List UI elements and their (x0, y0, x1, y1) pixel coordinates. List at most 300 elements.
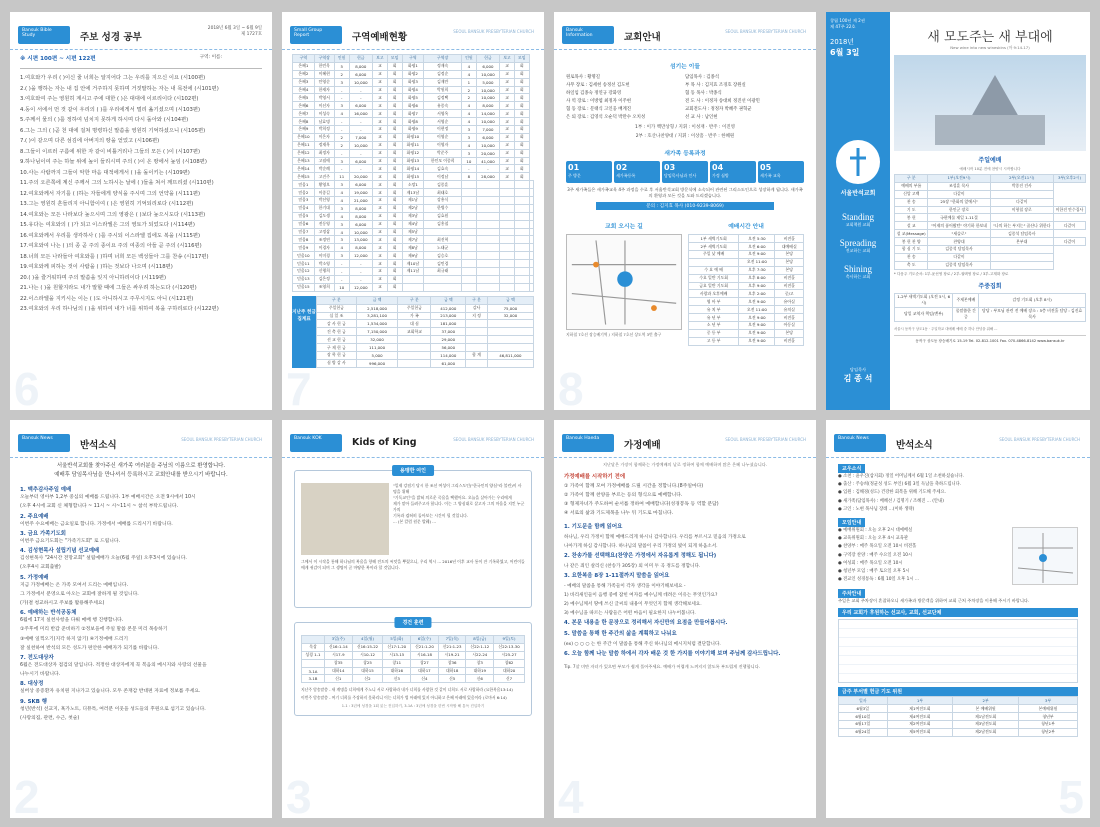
table-cell: 믿음3 (293, 197, 315, 205)
table-cell: 김정택 (424, 94, 462, 102)
table-cell: 다같이 (990, 198, 1053, 206)
table-cell: 금요 일반 기도회 (689, 282, 739, 290)
table-cell: 교 (372, 118, 387, 126)
schedule-table (688, 234, 804, 345)
table-cell: 은혜6 (293, 102, 315, 110)
table-cell: 청년부 (1018, 713, 1077, 721)
table-cell: 신6 (466, 675, 494, 683)
table-cell: 이은자 (314, 133, 334, 141)
table-cell: 61,000 (431, 359, 466, 367)
quiz-question: 5.주께서 물의 ( )를 정하여 넘치지 못하게 하시며 다시 돌아와 (시104편) (20, 117, 189, 123)
table-cell: 교 (372, 70, 387, 78)
table-cell: 유아실 (775, 298, 804, 306)
table-cell: 은혜15 (293, 173, 315, 181)
family-intro: 지난달은 가장이 함께하는 가정예배의 날로 정하여 함께 예배하며 많은 은혜 나누셨습니다. (602, 462, 768, 467)
table-cell: 제13남 (402, 189, 424, 197)
staff-heading: 섬기는 이들 (669, 64, 701, 70)
table-cell: 신5 (438, 675, 466, 683)
table-cell (476, 275, 499, 283)
table-cell: 11 (334, 173, 349, 181)
motto-shining-kr: 축사하는 교회 (845, 274, 871, 279)
table-cell: 오전 9:00 (739, 250, 775, 258)
table-row (302, 675, 525, 683)
table-cell: 믿음9 (293, 244, 315, 252)
table-cell: 교 (372, 260, 387, 268)
table-cell: 은혜7 (293, 110, 315, 118)
table-cell (461, 283, 476, 291)
table-cell: 회 (387, 204, 402, 212)
table-cell: 당일 교역자 책임(맨부) (895, 307, 953, 321)
table-cell: 영 아 부 (689, 298, 739, 306)
table-cell: 화평11 (402, 141, 424, 149)
table-cell: 수요 일반 기도회 (689, 274, 739, 282)
table-cell: 유종숙 (424, 102, 462, 110)
table-cell (424, 228, 462, 236)
table-cell: 창27 (411, 659, 439, 667)
page-title: 교회안내 (624, 32, 661, 43)
category-badge: Small Group Report (290, 26, 342, 44)
table-cell: 제5여전도회 (887, 728, 953, 736)
table-cell: 회 (514, 62, 529, 70)
table-cell: 창62 (494, 659, 525, 667)
page-header (282, 12, 544, 50)
table-cell: 대하17 (411, 667, 439, 675)
table-cell: 묵상 (302, 643, 325, 651)
table-header-cell: 4일(월) (352, 636, 383, 644)
registration-step (758, 161, 804, 183)
news-item-text: (사랑의집, 관련, 수근, 첫술) (20, 715, 80, 721)
table-cell: - (349, 165, 372, 173)
table-cell: 창36 (438, 659, 466, 667)
table-cell: 믿음8 (293, 236, 315, 244)
table-cell: 3 (461, 133, 476, 141)
table-cell: 신3 (383, 675, 411, 683)
table-cell: 믿음5 (293, 212, 315, 220)
table-cell: 제8남 (402, 244, 424, 252)
news-item-title: 4. 김성현목사 설립기념 선교예배 (20, 548, 100, 555)
quiz-question: 15.유다는 여호와의 ( )가 되고 이스라엘은 그의 영토가 되었도다 (시114편) (20, 222, 195, 228)
table-header-cell: 2부 (953, 697, 1019, 705)
step-heading: 6. 오늘 함께 나눈 말씀 하에서 각자 배운 것 한 가지를 이야기해 보며 주님께 감사드립니다. (564, 651, 781, 657)
page-header (554, 12, 816, 50)
how-heading: 가정예배를 시작하기 전에 (564, 474, 626, 480)
table-cell: 감정 기도회 (오후 8시) (979, 293, 1086, 307)
table-cell: 1-2부 새벽기도회 (오전 5시, 6시) (895, 293, 953, 307)
table-cell (529, 236, 533, 244)
table-cell: 6월17일 (839, 720, 888, 728)
parking-heading: 주차안내 (838, 589, 865, 598)
table-cell: 화평15 (402, 173, 424, 181)
table-cell (461, 181, 476, 189)
table-cell (529, 252, 533, 260)
table-header-row (293, 55, 534, 63)
staff-row (566, 90, 804, 98)
table-cell (500, 228, 515, 236)
table-cell: 오전 9:00 (739, 298, 775, 306)
table-cell (514, 189, 529, 197)
table-cell: 화평13 (402, 157, 424, 165)
registration-step (662, 161, 708, 183)
map-heading: 교회 오시는 길 (605, 224, 643, 231)
table-cell: 8,000 (349, 244, 372, 252)
quiz-question: 20.( )을 즐거워하며 주의 말씀을 잊지 아니하리이다 (시119편) (20, 274, 167, 281)
table-cell: 최규태 (424, 268, 462, 276)
table-cell: 지 정 (466, 312, 488, 320)
table-cell: 오후 8:00 (739, 274, 775, 282)
table-cell (461, 244, 476, 252)
table-cell: 봉 헌 찬 양 (895, 238, 928, 246)
table-cell: 봉 헌 (895, 214, 928, 222)
table-cell: 고필애 (314, 157, 334, 165)
table-cell: 제3남 (402, 212, 424, 220)
table-cell (487, 344, 533, 352)
table-cell: 교 (372, 86, 387, 94)
table-cell: 박선영 (314, 197, 334, 205)
table-cell: 한병수 (424, 204, 462, 212)
staff-entry: 협 동 장로 : 문태식 고인웅 배계진 (566, 107, 631, 112)
meetings-map (1012, 527, 1078, 585)
category-badge: Bansuk KOK (290, 434, 342, 452)
schedule-heading: 예배시간 안내 (728, 224, 764, 231)
table-cell: 4 (461, 141, 476, 149)
table-cell: 1,534,000 (356, 320, 398, 328)
staff-row (566, 74, 804, 82)
table-cell: 가 족 (398, 312, 431, 320)
table-cell: 20,000 (349, 173, 372, 181)
table-cell (990, 214, 1053, 222)
page-3-kids-of-king (282, 420, 544, 818)
table-cell (461, 212, 476, 220)
table-cell (529, 197, 533, 205)
step-label: 새가족등록 (616, 172, 636, 178)
table-cell: 8,000 (349, 212, 372, 220)
table-cell (514, 252, 529, 260)
table-cell (500, 204, 515, 212)
table-cell: 3 (334, 220, 349, 228)
table-cell: 제9남 (402, 252, 424, 260)
page-header (826, 420, 1090, 458)
news-item-text: (오후4시 교회출발) (20, 565, 61, 571)
table-cell: 교 (372, 197, 387, 205)
table-row (317, 328, 534, 336)
table-cell: 회 (387, 181, 402, 189)
news-item-text: 청년(반석) 선교지, 혹가노트, 디뮤특, 여러분 이웃을 성도들의 후원으로 섬기고 있습니다. (20, 706, 206, 712)
memory-verse-this: 이번주 암송말씀 - 여기 너희를 주장하지 못하리니 이는 너희가 법 아래에 있지 아니하고 은혜 아래에 있음이라 (로마서 6:14) (301, 695, 507, 701)
quiz-question: 7.( )이 같으며 다른 섬김에 아버지의 땅을 얻었고 (시106편) (20, 138, 160, 144)
news-item-text: 이번주 수요예배는 금요일로 합니다. 가정에서 예배를 드리시기 바랍니다. (20, 521, 173, 527)
quiz-question: 6.그는 그의 ( )곧 천 대에 걸쳐 명령하신 말씀을 영원히 기억하셨으니 (시105편) (20, 127, 206, 134)
staff-entry: 담임목사 : 김종석 (685, 75, 719, 80)
table-cell: 은혜14 (293, 165, 315, 173)
table-cell: 제3남전도회 (953, 720, 1019, 728)
missions-heading: 우리 교회가 후원하는 선교사, 교회, 선교단체 (838, 608, 1078, 617)
table-cell (461, 204, 476, 212)
table-cell: 남효명 (314, 118, 334, 126)
table-cell: 교 (372, 102, 387, 110)
table-row (895, 293, 1086, 307)
table-cell (487, 328, 533, 336)
table-cell: - (334, 86, 349, 94)
quiz-question: 12.여호와께서 자기를 ( )하는 자들에게 양식을 주시며 그의 언약을 (시111편) (20, 190, 201, 197)
table-cell: - (349, 86, 372, 94)
page-title: 반석소식 (80, 440, 117, 451)
table-cell: 4 (461, 70, 476, 78)
table-row (895, 307, 1086, 321)
table-row (317, 304, 534, 312)
table-row (689, 337, 804, 345)
table-header-cell: 구 분 (895, 175, 928, 183)
bible-training-box (294, 622, 532, 716)
table-cell: 회 (387, 283, 402, 291)
meeting-item: ● 청년부 모임 : 매주 토요일 오후 5시 (838, 569, 910, 575)
worship-heading: 주일예배 (978, 157, 1002, 164)
table-cell: 교 (500, 157, 515, 165)
news-item-text: 잘 실천하여 반석의 모든 성도가 편안한 예배자가 되기를 바랍니다. (20, 645, 159, 651)
table-cell (461, 268, 476, 276)
table-header-cell: 인원 (334, 55, 349, 63)
table-cell: 회 (387, 220, 402, 228)
table-cell: "새슬로" (928, 230, 990, 238)
table-cell: 시16-18 (411, 651, 439, 659)
table-cell (487, 359, 533, 367)
table-row (293, 228, 534, 236)
table-cell: 회 (387, 157, 402, 165)
table-cell: 감 사 헌 금 (317, 320, 357, 328)
table-cell: 6,000 (349, 70, 372, 78)
quiz-question: 22.이스라엘을 지키시는 이는 ( )도 아니하시고 주무시지도 아니 (시121편) (20, 295, 194, 302)
registration-note: 3주 새가족들은 새가족교육 4주 과정을 수료 후 서울반석교회 방문식에 소속되어 관련된 그리스도인으로 성장하게 됩니다. 새가족의 환영과 모든 것을 도와 드리겠습니다. (567, 186, 803, 198)
table-cell (424, 283, 462, 291)
table-cell (476, 283, 499, 291)
table-row (302, 667, 525, 675)
table-cell: 교 (500, 70, 515, 78)
table-cell (398, 344, 431, 352)
table-cell: 은혜4 (293, 86, 315, 94)
table-cell (476, 268, 499, 276)
quiz-question: 10.사는 사람까지 그들이 악한 마음 대적에게서 ( )을 돌이키는 (시109편) (20, 169, 190, 176)
story-box (294, 470, 532, 608)
table-cell: 오전 9:00 (739, 329, 775, 337)
table-cell: 이현정 (424, 126, 462, 134)
story-line: ... (본 칼럼 원문 발췌) ... (393, 519, 436, 525)
table-cell: 8 (461, 173, 476, 181)
table-cell: 오전 11:00 (739, 306, 775, 314)
table-row (895, 238, 1086, 246)
table-cell: 믿음7 (293, 228, 315, 236)
members-news-list (838, 473, 1078, 514)
table-cell: - (334, 94, 349, 102)
table-cell: 4 (334, 228, 349, 236)
table-cell (461, 189, 476, 197)
page-title: Kids of King (352, 437, 417, 448)
table-row (689, 258, 804, 266)
table-header-cell: 모임 (387, 55, 402, 63)
table-cell: 정재옥 (314, 141, 334, 149)
table-row (689, 314, 804, 322)
table-cell: 3-1A (302, 667, 325, 675)
table-cell: 29,000 (431, 336, 466, 344)
table-cell: 교 (500, 102, 515, 110)
table-header-cell: 9일(토) (494, 636, 525, 644)
table-cell: 설 교(Message) (895, 230, 928, 238)
table-cell: 신앙 고백 (895, 190, 928, 198)
table-cell: 믿음12 (293, 268, 315, 276)
quiz-question: 3.여호와여 주는 영원히 계시고 주에 대한 ( )은 대대에 이르리이다 (시102편) (20, 96, 199, 102)
bible-training-title: 경건 훈련 (394, 617, 431, 628)
table-cell: 교 (372, 133, 387, 141)
table-row (293, 212, 534, 220)
table-header-cell: 3일(주) (324, 636, 352, 644)
table-cell: 건 축 헌 금 (317, 328, 357, 336)
table-cell: 5 (334, 62, 349, 70)
table-cell: 6월10일 (839, 713, 888, 721)
church-logo (836, 140, 880, 184)
issue-info (208, 26, 262, 38)
table-cell: 본 예배위원 (953, 705, 1019, 713)
table-cell: 믿음10 (293, 252, 315, 260)
table-cell (529, 268, 533, 276)
table-cell: 회 (387, 173, 402, 181)
table-cell (398, 351, 431, 359)
table-cell: 김도생 (314, 212, 334, 220)
category-badge: Bansuk Information (562, 26, 614, 44)
page-header (10, 420, 272, 458)
table-row (293, 220, 534, 228)
table-cell: 4 (461, 118, 476, 126)
issue-date: 2018년 6월 3일 ~ 6월 9일 (207, 26, 262, 31)
step-number: 05 (760, 162, 772, 172)
table-cell: 1부 새벽기도회 (689, 235, 739, 243)
table-cell: 10,000 (476, 70, 499, 78)
quiz-meta: 구역: 이름: (199, 55, 222, 60)
table-cell: 7,150,000 (356, 328, 398, 336)
table-row (317, 359, 534, 367)
table-cell: 이형철 장로 (990, 206, 1053, 214)
table-cell: 회 (514, 149, 529, 157)
member-news-item: ● 소천 : 윤우진(삼지회) 정일 어머님께서 6월 1일 소천하셨습니다. (838, 474, 964, 479)
table-cell: 21,000 (349, 197, 372, 205)
table-header-cell: 헌금 (349, 55, 372, 63)
quiz-question: 9.하나님이여 주는 하늘 위에 높이 들리시며 주의 ( )이 온 땅에서 높임 (시108편) (20, 159, 207, 165)
table-cell: 김종석 담임목사 (928, 261, 990, 269)
table-cell: 박종진 건사 (990, 182, 1053, 190)
table-header-cell: 구역장 (424, 55, 462, 63)
table-cell: 1 (461, 78, 476, 86)
table-cell (529, 244, 533, 252)
how-list (564, 482, 806, 518)
page-4-family-worship (554, 420, 816, 818)
table-cell: 시25-27 (494, 651, 525, 659)
table-cell: 대하16 (383, 667, 411, 675)
motto-shining: Shining (843, 264, 872, 274)
table-cell (476, 212, 499, 220)
table-row (293, 78, 534, 86)
map-graphic (567, 235, 681, 329)
staff-entry: 원로목사 : 황명길 (566, 75, 600, 80)
table-cell: 교 (372, 268, 387, 276)
page-8-church-info (554, 12, 816, 410)
table-cell: 교 (372, 126, 387, 134)
category-badge: Bansuk News (834, 434, 886, 452)
table-cell: 6,000 (476, 133, 499, 141)
table-row (895, 253, 1086, 261)
quiz-body (20, 54, 262, 315)
table-cell: - (334, 275, 349, 283)
table-cell: 회 (514, 173, 529, 181)
table-cell: - (334, 165, 349, 173)
table-cell: 회 (514, 133, 529, 141)
table-cell: 6,000 (349, 220, 372, 228)
how-item: ④ 서로의 삶과 기도제목을 나누 뒤 기도로 마칩니다. (564, 511, 674, 516)
table-row (293, 244, 534, 252)
table-cell (529, 204, 533, 212)
table-cell: 회 (387, 133, 402, 141)
step-label: 새가족 교육 (760, 172, 781, 178)
table-cell (689, 258, 739, 266)
staff-row (566, 114, 804, 122)
offering-table (316, 296, 534, 368)
table-cell (461, 275, 476, 283)
table-cell: 중/고 (775, 290, 804, 298)
table-cell (487, 336, 533, 344)
church-name-en: SEOUL BANSUK PRESBYTERIAN CHURCH (725, 29, 806, 34)
table-cell: 이한진 안수집사 (1053, 206, 1085, 214)
table-cell (514, 220, 529, 228)
table-cell: 교 (500, 141, 515, 149)
church-name-en: SEOUL BANSUK PRESBYTERIAN CHURCH (999, 437, 1080, 442)
parking-note: 주일은 교회 주차장이 혼잡하오니 새가족과 방문객을 위하여 교회 근처 주차장을 이용해 주시기 바랍니다. (838, 598, 1030, 604)
table-cell: 오전 5:30 (739, 235, 775, 243)
table-cell: 회 (387, 94, 402, 102)
page-number: 7 (286, 363, 312, 410)
table-cell: 회 (387, 126, 402, 134)
table-cell: 대 심 (398, 320, 431, 328)
table-cell: - (349, 275, 372, 283)
news-item-text: (가)결 청교하시고 주보를 활용해주세요) (20, 600, 105, 606)
table-cell: 3 (334, 181, 349, 189)
table-row (293, 70, 534, 78)
staff-entry: 전 도 사 : 이정자 송대희 정진선 이광민 (685, 99, 760, 104)
news-item-text: 지금 가정예배는 온 가족 모여서 드리는 예배입니다. (20, 582, 128, 588)
table-cell: 신4 (411, 675, 439, 683)
table-cell: 3,281,100 (356, 312, 398, 320)
table-cell: 박소영 (314, 260, 334, 268)
table-cell: 교 (372, 141, 387, 149)
table-cell: 믿음2 (293, 189, 315, 197)
step-text: 3) 예수님을 따르는 사람들은 어떤 마음이 필요한지 나누어봅니다. (564, 611, 696, 616)
table-cell: 화평1 (402, 62, 424, 70)
meeting-item: ● 찬양부 : 매주 목요일 오전 10시 비전홀 (838, 544, 917, 550)
table-row (839, 713, 1078, 721)
table-cell: 2 (334, 133, 349, 141)
table-cell (500, 244, 515, 252)
reading-plan-note: 1-1 : 3년에 성경을 1회 읽는 진입하기, 3-1A : 3년에 성경을 한번 시작할 해 통독 진입하기 (341, 703, 485, 708)
table-row (293, 197, 534, 205)
page-7-small-group-report (282, 12, 544, 410)
news-item-text: 이번주 금요기도회는 "가족기도회" 로 드립니다. (20, 538, 121, 544)
table-cell: 교 (500, 118, 515, 126)
quiz-question: 17.여호와여 나는 ( )의 종 곧 주의 종이요 주의 여종의 아들 곧 주의 (시116편) (20, 243, 202, 249)
table-cell (514, 244, 529, 252)
table-cell: 다같이 (1053, 222, 1085, 230)
table-cell: 고 등 부 (689, 337, 739, 345)
table-cell (466, 359, 488, 367)
table-cell: 10 (461, 157, 476, 165)
table-cell: 화평12 (402, 149, 424, 157)
step-text: 2) 예수님께서 땅에 쓰신 글씨의 내용이 무엇인지 함께 생각해보세요. (564, 602, 702, 607)
meeting-item: ● 구역장 찬양 : 매주 수요일 오전 10시 (838, 552, 913, 558)
table-cell: 기 도 (895, 206, 928, 214)
